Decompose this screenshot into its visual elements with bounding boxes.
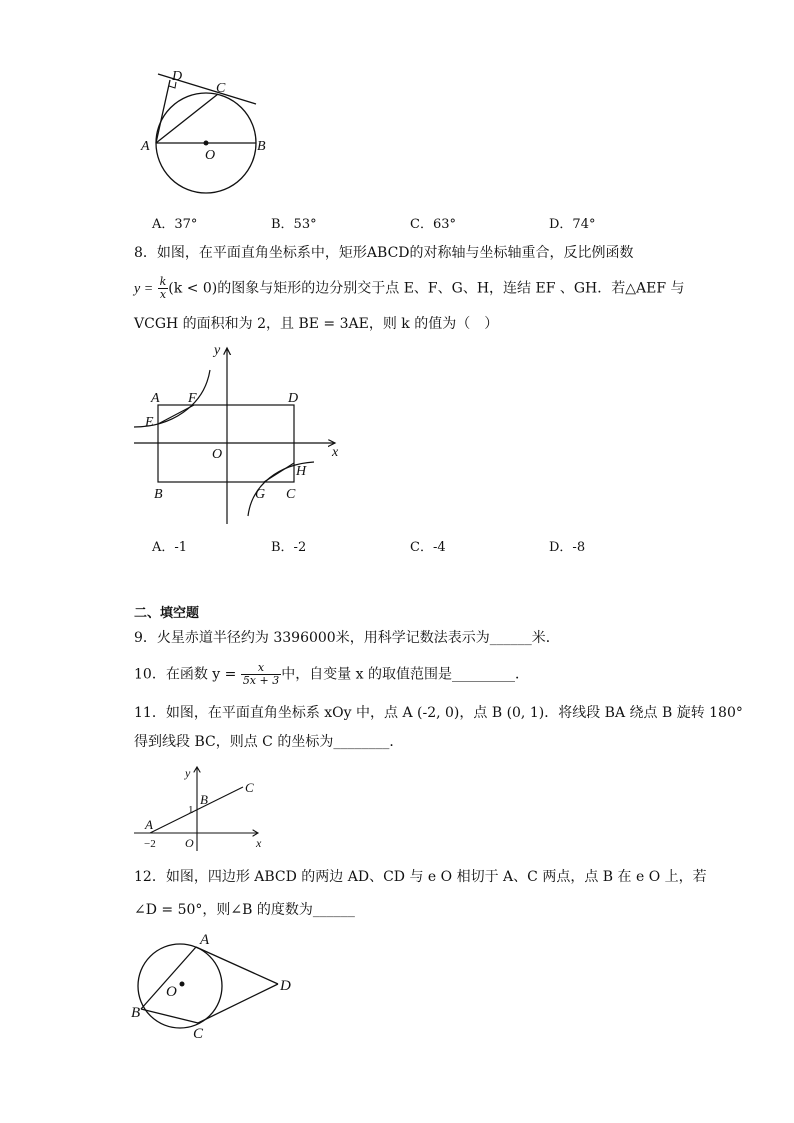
q8-line2-rest: 的图象与矩形的边分别交于点 E、F、G、H，连结 EF 、GH．若△AEF 与 xyxy=(217,280,685,297)
circle-o xyxy=(138,944,222,1028)
segment-ef xyxy=(158,405,194,424)
label-a: A xyxy=(141,139,150,154)
q11-line2: 得到线段 BC，则点 C 的坐标为________． xyxy=(134,734,404,750)
q8-line1: 8．如图，在平面直角坐标系中，矩形ABCD的对称轴与坐标轴重合，反比例函数 xyxy=(134,245,634,261)
label-d: D xyxy=(172,69,183,84)
section-title-fill-in: 二、填空题 xyxy=(134,606,200,621)
q7-option-b[interactable]: B．53° xyxy=(271,217,317,232)
chord-bc xyxy=(141,1009,198,1023)
label-e: E xyxy=(145,415,154,430)
label-y: y xyxy=(214,343,221,358)
q8-frac-num: k xyxy=(159,275,167,288)
q7-option-d[interactable]: D．74° xyxy=(549,217,596,232)
q8-line2 xyxy=(134,276,685,301)
q10-fraction xyxy=(241,662,281,687)
q8-fraction xyxy=(158,276,169,301)
q8-option-d[interactable]: D．-8 xyxy=(549,540,586,555)
label-h: H xyxy=(296,464,307,479)
q8-option-b[interactable]: B．-2 xyxy=(271,540,307,555)
label-b: B xyxy=(154,487,163,502)
center-dot xyxy=(204,141,209,146)
q8-line3: VCGH 的面积和为 2，且 BE = 3AE，则 k 的值为（ ） xyxy=(134,316,499,332)
label-b: B xyxy=(131,1005,141,1021)
q7-option-a[interactable]: A．37° xyxy=(152,217,198,232)
label-a: A xyxy=(145,817,153,832)
q8-option-a[interactable]: A．-1 xyxy=(152,540,188,555)
tangent-ad xyxy=(196,947,278,984)
q10-suffix: 中，自变量 x 的取值范围是_________． xyxy=(281,666,530,683)
label-o: O xyxy=(166,984,177,1000)
q10-frac-den: 5x + 3 xyxy=(242,674,280,687)
q11-line1: 11．如图，在平面直角坐标系 xOy 中，点 A (-2, 0)，点 B (0, 1)．将线段 BA 绕点 B 旋转 180° xyxy=(134,705,743,721)
label-neg2: −2 xyxy=(144,838,156,850)
label-o: O xyxy=(205,148,216,163)
label-one: 1 xyxy=(188,804,194,816)
q12-line2: ∠D = 50°，则∠B 的度数为______ xyxy=(134,902,355,918)
label-a: A xyxy=(200,932,210,948)
q8-frac-den: x xyxy=(159,288,167,301)
center-dot xyxy=(180,982,185,987)
figure-q8-coordinate xyxy=(130,340,350,525)
label-a: A xyxy=(151,391,160,406)
q8-func-cond: (k < 0) xyxy=(168,280,218,297)
q8-func-lhs: y = xyxy=(134,281,154,297)
label-d: D xyxy=(280,978,291,994)
label-x: x xyxy=(256,836,262,850)
q10-prefix: 10．在函数 y = xyxy=(134,666,237,683)
figure-q11-coordinate xyxy=(130,763,270,853)
figure-q7-circle xyxy=(130,62,280,207)
label-o: O xyxy=(185,836,194,850)
label-g: G xyxy=(255,487,266,502)
label-b: B xyxy=(257,139,266,154)
label-x: x xyxy=(332,445,339,460)
label-c: C xyxy=(286,487,296,502)
label-b: B xyxy=(200,792,208,807)
tangent-cd xyxy=(198,984,278,1023)
label-c: C xyxy=(245,780,254,795)
q12-line1: 12．如图，四边形 ABCD 的两边 AD、CD 与 e O 相切于 A、C 两点，点 B 在 e O 上，若 xyxy=(134,869,707,885)
label-y: y xyxy=(185,766,191,780)
q10-frac-num: x xyxy=(241,662,281,675)
q9-text: 9．火星赤道半径约为 3396000米，用科学记数法表示为______米． xyxy=(134,630,560,646)
label-d: D xyxy=(288,391,299,406)
q10-line xyxy=(134,662,529,687)
figure-q12-circle xyxy=(128,928,308,1043)
label-c: C xyxy=(216,81,226,96)
label-c: C xyxy=(193,1026,204,1042)
label-f: F xyxy=(188,391,197,406)
q8-option-c[interactable]: C．-4 xyxy=(410,540,446,555)
segment-gh xyxy=(264,463,294,482)
label-o: O xyxy=(212,447,223,462)
q7-option-c[interactable]: C．63° xyxy=(410,217,456,232)
